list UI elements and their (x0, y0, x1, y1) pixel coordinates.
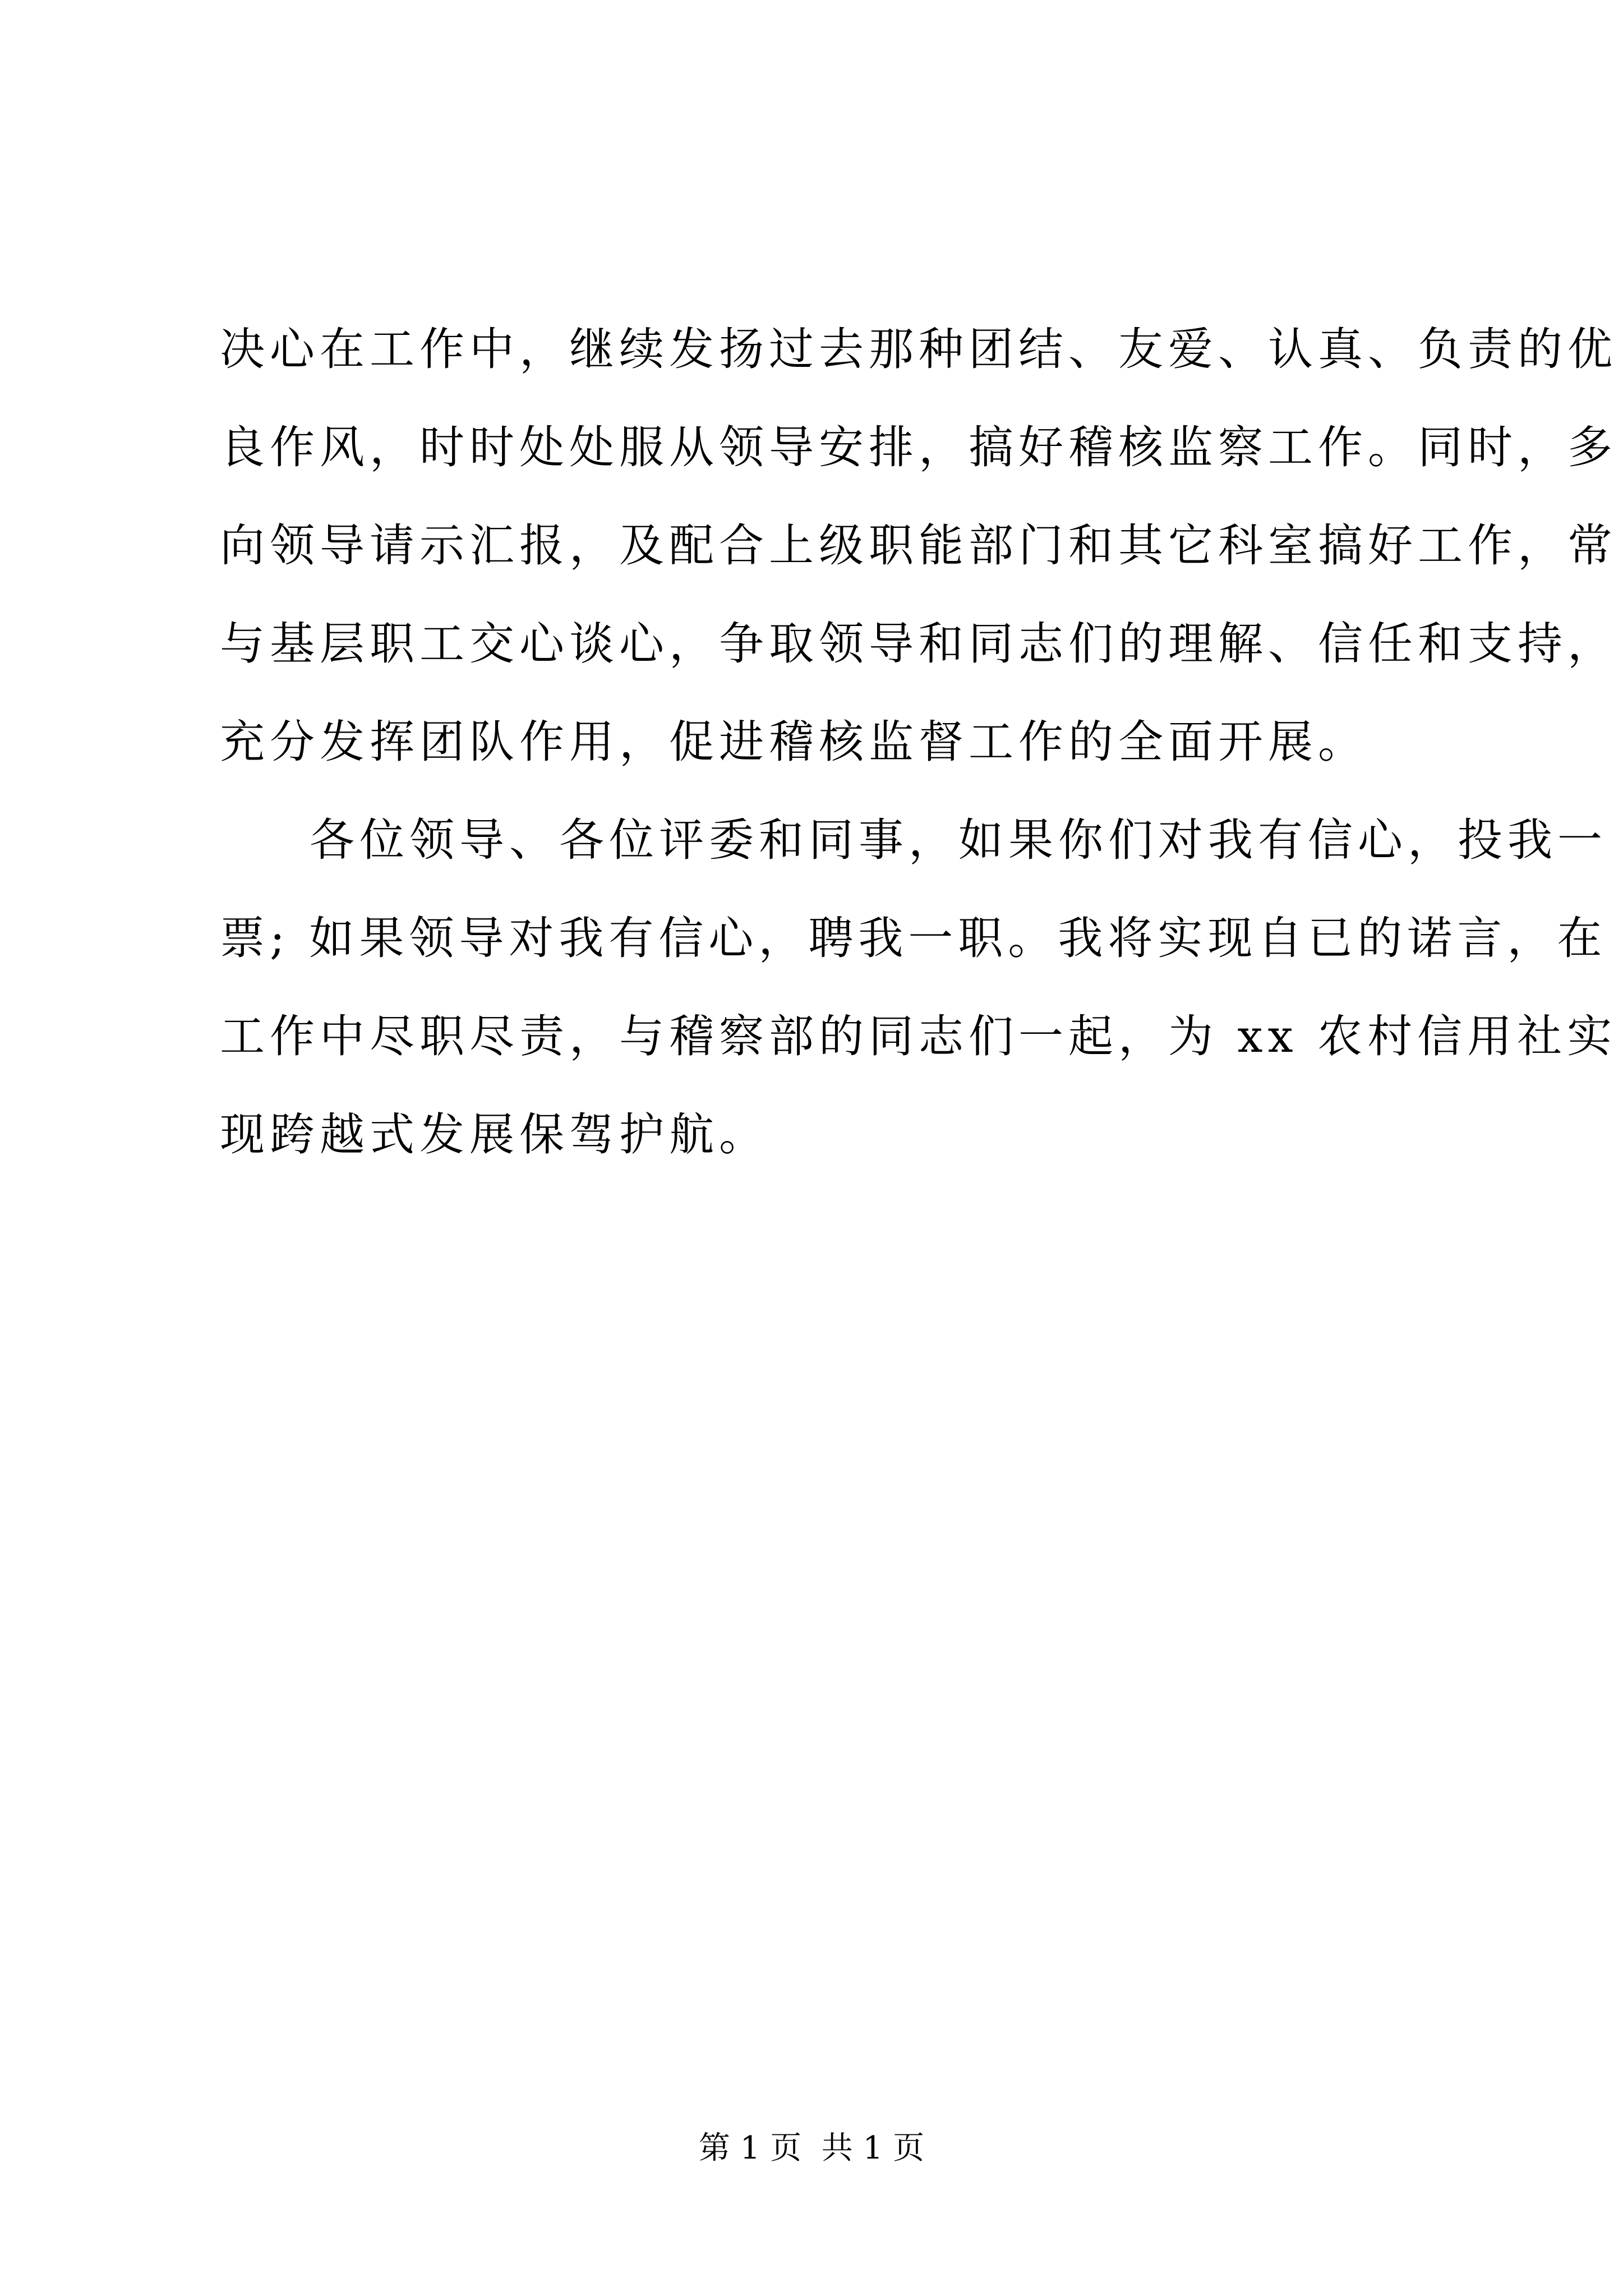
page-label-prefix: 第 (698, 2130, 730, 2166)
text-line: 与基层职工交心谈心，争取领导和同志们的理解、信任和支持， (220, 618, 1617, 670)
text-line: 决心在工作中，继续发扬过去那种团结、友爱、认真、负责的优 (220, 323, 1617, 375)
document-body (220, 300, 1617, 1184)
text-line: 现跨越式发展保驾护航。 (220, 1108, 769, 1161)
total-label-suffix: 页 (893, 2130, 925, 2166)
paragraph-1 (220, 300, 1617, 791)
text-line: 各位领导、各位评委和同事，如果你们对我有信心，投我一 (310, 814, 1607, 866)
text-line: 良作风，时时处处服从领导安排，搞好稽核监察工作。同时，多 (220, 421, 1617, 473)
total-label-prefix: 共 (821, 2130, 853, 2166)
total-pages: 1 (863, 2130, 883, 2166)
page-number: 1 (740, 2130, 760, 2166)
text-line: 工作中尽职尽责，与稽察部的同志们一起，为 xx 农村信用社实 (220, 1010, 1617, 1062)
text-line: 票; 如果领导对我有信心，聘我一职。我将实现自已的诺言，在 (220, 912, 1607, 964)
page-label-suffix: 页 (770, 2130, 802, 2166)
text-line: 充分发挥团队作用，促进稽核监督工作的全面开展。 (220, 716, 1368, 768)
paragraph-2 (220, 791, 1617, 1184)
page-footer (0, 2126, 1623, 2171)
text-line: 向领导请示汇报，及配合上级职能部门和其它科室搞好工作，常 (220, 519, 1617, 572)
